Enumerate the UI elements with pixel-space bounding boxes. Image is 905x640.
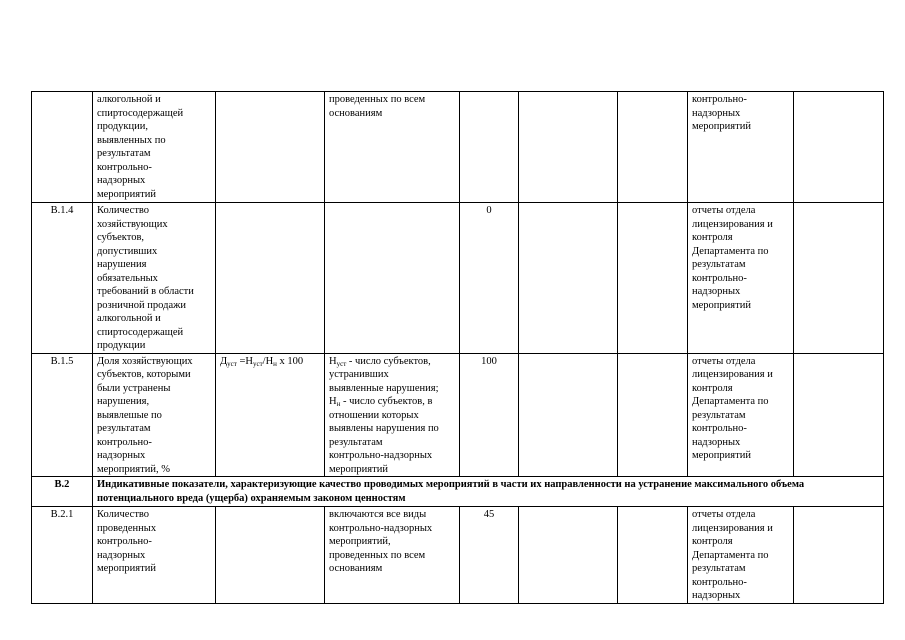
- empty-cell: [618, 507, 688, 604]
- formula-cell: [216, 353, 325, 477]
- section-code: В.2: [32, 477, 93, 507]
- formula-cell: [216, 92, 325, 203]
- indicator-name: алкогольной и спиртосодержащей продукции, выявленных по результатам контрольно- надзорных мероприятий: [93, 92, 216, 203]
- formula-tail: x 100: [276, 355, 304, 367]
- empty-cell: [794, 92, 884, 203]
- value-cell: 100: [460, 353, 519, 477]
- table-row: [32, 203, 884, 354]
- formula-n2-sub: н: [273, 359, 277, 368]
- source-cell: отчеты отдела лицензирования и контроля Департамента по результатам контрольно- надзорных: [688, 507, 794, 604]
- formula-cell: [216, 203, 325, 354]
- value-cell: 45: [460, 507, 519, 604]
- formula-eq: =Н: [236, 355, 253, 367]
- indicators-table: [31, 91, 884, 604]
- source-cell: отчеты отдела лицензирования и контроля Департамента по результатам контрольно- надзорных мероприятий: [688, 203, 794, 354]
- indicator-name: Количество проведенных контрольно- надзорных мероприятий: [93, 507, 216, 604]
- formula-slash: /Н: [262, 355, 274, 367]
- expl-n1: Н: [329, 355, 337, 367]
- value-cell: [460, 92, 519, 203]
- empty-cell: [618, 92, 688, 203]
- value-cell: 0: [460, 203, 519, 354]
- table-row: [32, 92, 884, 203]
- empty-cell: [794, 507, 884, 604]
- formula-n1-sub: уст: [252, 359, 263, 368]
- expl-n2-text: - число субъектов, в отношении которых выявлены нарушения по результатам контрольно-надзорных мероприятий: [329, 396, 439, 475]
- empty-cell: [519, 92, 618, 203]
- formula-d: Д: [220, 355, 228, 367]
- row-code: В.1.5: [32, 353, 93, 477]
- section-row: [32, 477, 884, 507]
- empty-cell: [794, 203, 884, 354]
- empty-cell: [794, 353, 884, 477]
- section-title: Индикативные показатели, характеризующие качество проводимых мероприятий в части их направленности на устранение максимального объема потенциального вреда (ущерба) охраняемым законом ценностям: [93, 477, 884, 507]
- indicator-name: Количество хозяйствующих субъектов, допустивших нарушения обязательных требований в области розничной продажи алкогольной и спиртосодержащей продукции: [93, 203, 216, 354]
- explanation-cell: [325, 353, 460, 477]
- empty-cell: [618, 203, 688, 354]
- explanation-cell: включаются все виды контрольно-надзорных мероприятий, проведенных по всем основаниям: [325, 507, 460, 604]
- expl-n2: Н: [329, 396, 337, 407]
- table-row: [32, 353, 884, 477]
- expl-n2-sub: н: [336, 400, 341, 408]
- source-cell: отчеты отдела лицензирования и контроля Департамента по результатам контрольно- надзорных мероприятий: [688, 353, 794, 477]
- empty-cell: [519, 203, 618, 354]
- expl-n1-text: - число субъектов, устранивших выявленные нарушения;: [329, 355, 439, 394]
- row-code: В.1.4: [32, 203, 93, 354]
- table-row: [32, 507, 884, 604]
- empty-cell: [618, 353, 688, 477]
- source-cell: контрольно- надзорных мероприятий: [688, 92, 794, 203]
- row-code: В.2.1: [32, 507, 93, 604]
- formula-cell: [216, 507, 325, 604]
- row-code: [32, 92, 93, 203]
- empty-cell: [519, 353, 618, 477]
- formula-d-sub: уст: [227, 359, 237, 368]
- empty-cell: [519, 507, 618, 604]
- indicator-name: Доля хозяйствующих субъектов, которыми были устранены нарушения, выявлешые по результатам контрольно- надзорных мероприятий, %: [93, 353, 216, 477]
- expl-n1-sub: уст: [336, 359, 347, 368]
- explanation-cell: проведенных по всем основаниям: [325, 92, 460, 203]
- explanation-cell: [325, 203, 460, 354]
